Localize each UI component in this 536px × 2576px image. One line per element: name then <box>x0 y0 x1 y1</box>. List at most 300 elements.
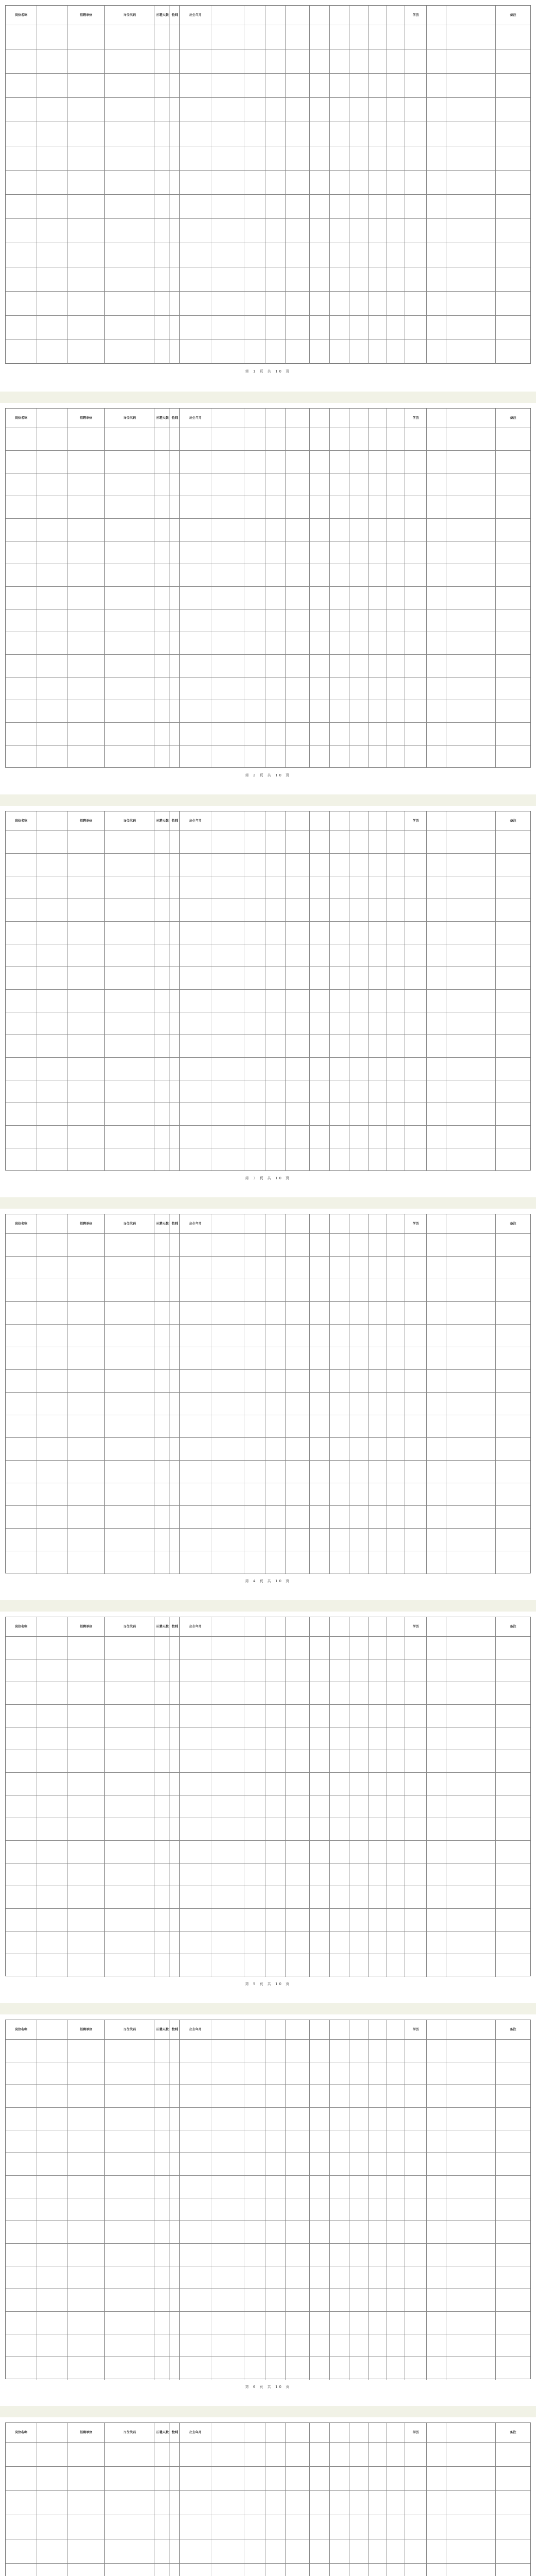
table-cell <box>349 2443 369 2466</box>
table-cell <box>68 2515 104 2539</box>
table-cell <box>6 1012 37 1035</box>
table-cell <box>387 519 405 541</box>
table-cell <box>180 1279 211 1301</box>
table-cell <box>310 340 329 364</box>
table-cell <box>446 340 496 364</box>
table-cell <box>387 25 405 49</box>
table-cell <box>349 519 369 541</box>
table-cell <box>37 1035 69 1057</box>
table-cell <box>387 2312 405 2334</box>
table-cell <box>496 2244 530 2266</box>
page-footer: 第 4 页 共 10 页 <box>245 1579 291 1583</box>
table-cell <box>349 2244 369 2266</box>
table-row <box>6 944 530 967</box>
table-cell <box>330 122 349 146</box>
table-cell <box>349 2153 369 2175</box>
table-cell <box>68 677 104 700</box>
table-cell <box>349 1126 369 1148</box>
table-cell <box>244 2491 265 2515</box>
table-cell <box>68 967 104 989</box>
table-cell <box>170 1886 180 1908</box>
table-cell <box>265 2040 285 2062</box>
table-cell <box>387 2244 405 2266</box>
table-cell <box>265 1727 285 1750</box>
data-table <box>5 408 531 768</box>
table-cell <box>496 2443 530 2466</box>
table-cell <box>496 1705 530 1727</box>
table-cell <box>170 171 180 194</box>
table-cell <box>105 967 156 989</box>
table-cell <box>286 219 310 243</box>
table-cell <box>105 1058 156 1080</box>
table-cell <box>405 1279 426 1301</box>
table-cell <box>427 2244 446 2266</box>
table-cell <box>427 195 446 218</box>
table-cell <box>265 2357 285 2380</box>
table-cell <box>310 1370 329 1392</box>
table-cell <box>265 609 285 632</box>
table-cell <box>310 1483 329 1505</box>
table-cell <box>310 496 329 518</box>
table-header-cell: 招聘单位 <box>68 1617 104 1636</box>
table-cell <box>427 1841 446 1863</box>
table-cell <box>446 1795 496 1818</box>
table-cell <box>170 2443 180 2466</box>
table-cell <box>37 655 69 677</box>
table-row <box>6 1347 530 1370</box>
table-cell <box>180 541 211 564</box>
table-cell <box>265 451 285 473</box>
table-cell <box>170 1461 180 1483</box>
table-cell <box>405 74 426 97</box>
table-header-cell <box>446 1214 496 1233</box>
table-cell <box>170 451 180 473</box>
table-cell <box>265 171 285 194</box>
table-cell <box>330 519 349 541</box>
table-cell <box>265 922 285 944</box>
table-cell <box>446 1682 496 1704</box>
table-header-cell <box>387 1214 405 1233</box>
table-header-cell: 岗位代码 <box>105 811 156 831</box>
table-cell <box>265 831 285 853</box>
table-cell <box>349 1012 369 1035</box>
table-cell <box>244 2357 265 2380</box>
table-cell <box>405 316 426 340</box>
table-cell <box>427 316 446 340</box>
table-cell <box>244 2312 265 2334</box>
table-cell <box>6 854 37 876</box>
table-cell <box>446 49 496 73</box>
table-cell <box>180 2515 211 2539</box>
table-cell <box>446 2491 496 2515</box>
table-cell <box>349 944 369 967</box>
table-cell <box>496 2266 530 2289</box>
table-cell <box>180 340 211 364</box>
table-header-cell: 岗位名称 <box>6 1617 37 1636</box>
table-cell <box>330 1148 349 1171</box>
table-cell <box>155 2357 170 2380</box>
table-cell <box>68 1461 104 1483</box>
table-cell <box>310 428 329 450</box>
table-cell <box>496 1818 530 1840</box>
table-cell <box>369 899 387 921</box>
table-cell <box>446 74 496 97</box>
table-cell <box>427 146 446 170</box>
table-cell <box>405 2515 426 2539</box>
table-cell <box>310 1461 329 1483</box>
table-header-cell <box>37 2423 69 2442</box>
table-cell <box>446 2130 496 2153</box>
table-cell <box>6 2198 37 2221</box>
table-cell <box>180 944 211 967</box>
table-cell <box>369 541 387 564</box>
table-cell <box>6 1886 37 1908</box>
table-cell <box>427 171 446 194</box>
table-cell <box>427 990 446 1012</box>
table-cell <box>330 316 349 340</box>
table-cell <box>446 967 496 989</box>
table-cell <box>6 1506 37 1528</box>
table-cell <box>6 2539 37 2563</box>
table-cell <box>244 195 265 218</box>
table-cell <box>330 2266 349 2289</box>
table-cell <box>170 1103 180 1125</box>
table-cell <box>244 1886 265 1908</box>
table-cell <box>180 1841 211 1863</box>
table-cell <box>405 496 426 518</box>
table-header-cell <box>286 409 310 428</box>
table-cell <box>6 745 37 768</box>
table-cell <box>286 1461 310 1483</box>
table-cell <box>155 1012 170 1035</box>
table-header-cell <box>349 1214 369 1233</box>
table-cell <box>387 1302 405 1324</box>
table-cell <box>68 267 104 291</box>
table-row <box>6 1506 530 1529</box>
table-cell <box>349 1773 369 1795</box>
table-cell <box>405 745 426 768</box>
table-cell <box>286 1954 310 1977</box>
table-cell <box>6 1637 37 1659</box>
table-cell <box>387 1909 405 1931</box>
table-cell <box>68 1909 104 1931</box>
table-cell <box>286 2040 310 2062</box>
data-table <box>5 1214 531 1573</box>
table-header-cell: 招聘人数 <box>155 2020 170 2039</box>
table-cell <box>496 1279 530 1301</box>
table-cell <box>155 1954 170 1977</box>
table-header-cell: 岗位名称 <box>6 811 37 831</box>
table-cell <box>446 2244 496 2266</box>
table-cell <box>155 519 170 541</box>
table-cell <box>180 2085 211 2107</box>
table-cell <box>170 1438 180 1460</box>
table-cell <box>265 2221 285 2243</box>
table-cell <box>349 1058 369 1080</box>
table-cell <box>155 723 170 745</box>
table-cell <box>155 2040 170 2062</box>
table-cell <box>170 146 180 170</box>
table-cell <box>330 2108 349 2130</box>
table-cell <box>105 316 156 340</box>
table-cell <box>37 1415 69 1437</box>
table-cell <box>330 2221 349 2243</box>
table-cell <box>105 2357 156 2380</box>
table-cell <box>446 1126 496 1148</box>
table-cell <box>170 1841 180 1863</box>
table-cell <box>446 1325 496 1347</box>
table-cell <box>155 1841 170 1863</box>
table-cell <box>170 219 180 243</box>
table-cell <box>349 564 369 586</box>
table-cell <box>330 1483 349 1505</box>
table-cell <box>265 243 285 267</box>
table-cell <box>369 316 387 340</box>
table-cell <box>369 1035 387 1057</box>
table-cell <box>496 340 530 364</box>
table-cell <box>405 1347 426 1369</box>
table-cell <box>155 473 170 496</box>
table-cell <box>387 1841 405 1863</box>
table-cell <box>446 1279 496 1301</box>
table-cell <box>446 854 496 876</box>
table-row <box>6 2539 530 2564</box>
table-cell <box>105 519 156 541</box>
table-cell <box>180 195 211 218</box>
table-cell <box>180 2334 211 2357</box>
table-cell <box>265 1909 285 1931</box>
table-cell <box>265 1529 285 1551</box>
table-cell <box>310 2357 329 2380</box>
table-header-cell <box>244 409 265 428</box>
table-header-cell <box>286 2020 310 2039</box>
table-cell <box>265 899 285 921</box>
table-cell <box>180 1659 211 1682</box>
table-header-cell: 出生年月 <box>180 1214 211 1233</box>
table-cell <box>330 922 349 944</box>
table-header-cell: 岗位代码 <box>105 2423 156 2442</box>
table-cell <box>170 632 180 654</box>
table-cell <box>446 1954 496 1977</box>
table-cell <box>244 1863 265 1886</box>
table-cell <box>265 2334 285 2357</box>
table-cell <box>68 496 104 518</box>
table-cell <box>68 146 104 170</box>
table-cell <box>286 1773 310 1795</box>
table-cell <box>37 473 69 496</box>
table-cell <box>211 2266 244 2289</box>
table-cell <box>427 967 446 989</box>
table-cell <box>286 2515 310 2539</box>
table-cell <box>180 2266 211 2289</box>
table-cell <box>349 171 369 194</box>
table-cell <box>310 1659 329 1682</box>
table-cell <box>369 1234 387 1256</box>
table-cell <box>155 2153 170 2175</box>
table-cell <box>244 587 265 609</box>
table-cell <box>369 1415 387 1437</box>
table-cell <box>211 1234 244 1256</box>
table-cell <box>496 2221 530 2243</box>
table-cell <box>155 1886 170 1908</box>
table-cell <box>211 1750 244 1772</box>
table-cell <box>180 316 211 340</box>
table-header-cell: 出生年月 <box>180 811 211 831</box>
table-cell <box>349 541 369 564</box>
table-cell <box>6 876 37 899</box>
table-header-cell <box>330 2020 349 2039</box>
table-cell <box>155 243 170 267</box>
table-cell <box>387 98 405 122</box>
table-cell <box>349 1551 369 1574</box>
table-cell <box>286 2108 310 2130</box>
table-cell <box>6 700 37 722</box>
table-cell <box>405 831 426 853</box>
table-cell <box>310 25 329 49</box>
table-header-cell <box>349 409 369 428</box>
table-cell <box>244 1659 265 1682</box>
table-cell <box>105 2153 156 2175</box>
table-cell <box>496 122 530 146</box>
table-cell <box>37 1841 69 1863</box>
table-cell <box>349 1841 369 1863</box>
table-cell <box>427 2515 446 2539</box>
table-cell <box>446 2040 496 2062</box>
table-cell <box>369 2130 387 2153</box>
table-cell <box>37 1126 69 1148</box>
table-cell <box>387 677 405 700</box>
table-cell <box>330 1863 349 1886</box>
table-cell <box>211 1795 244 1818</box>
table-cell <box>265 876 285 899</box>
table-cell <box>387 2357 405 2380</box>
table-cell <box>180 1438 211 1460</box>
table-cell <box>6 1393 37 1415</box>
table-row <box>6 1529 530 1551</box>
table-cell <box>6 899 37 921</box>
table-row <box>6 1750 530 1773</box>
table-cell <box>37 2221 69 2243</box>
table-cell <box>349 1325 369 1347</box>
table-header-cell <box>265 1617 285 1636</box>
table-cell <box>37 1103 69 1125</box>
table-cell <box>286 1659 310 1682</box>
table-row <box>6 74 530 98</box>
table-cell <box>405 219 426 243</box>
table-cell <box>211 451 244 473</box>
table-cell <box>211 2176 244 2198</box>
table-cell <box>170 243 180 267</box>
table-cell <box>6 2040 37 2062</box>
table-cell <box>155 496 170 518</box>
table-cell <box>286 1415 310 1437</box>
table-cell <box>155 1148 170 1171</box>
table-cell <box>310 723 329 745</box>
table-cell <box>446 195 496 218</box>
table-cell <box>310 2085 329 2107</box>
table-cell <box>369 2564 387 2576</box>
table-cell <box>244 122 265 146</box>
table-cell <box>68 564 104 586</box>
table-cell <box>105 2443 156 2466</box>
table-cell <box>6 1257 37 1279</box>
table-header-cell: 学历 <box>405 409 426 428</box>
table-cell <box>265 473 285 496</box>
table-cell <box>330 98 349 122</box>
table-cell <box>349 1727 369 1750</box>
page-footer: 第 6 页 共 10 页 <box>245 2385 291 2389</box>
table-cell <box>155 25 170 49</box>
table-cell <box>387 292 405 315</box>
table-cell <box>6 2062 37 2084</box>
table-cell <box>180 1863 211 1886</box>
table-cell <box>496 2491 530 2515</box>
table-cell <box>6 2085 37 2107</box>
table-header-cell <box>310 1214 329 1233</box>
table-cell <box>286 1393 310 1415</box>
table-cell <box>405 2176 426 2198</box>
table-cell <box>387 745 405 768</box>
table-cell <box>170 2176 180 2198</box>
table-cell <box>180 876 211 899</box>
table-cell <box>330 2357 349 2380</box>
table-cell <box>330 1302 349 1324</box>
table-cell <box>180 2108 211 2130</box>
table-cell <box>244 1750 265 1772</box>
table-cell <box>37 990 69 1012</box>
table-cell <box>180 609 211 632</box>
table-cell <box>6 677 37 700</box>
table-row <box>6 1370 530 1393</box>
table-cell <box>180 1795 211 1818</box>
table-cell <box>37 1438 69 1460</box>
table-row <box>6 1302 530 1325</box>
table-header-row <box>6 811 530 831</box>
table-cell <box>68 1682 104 1704</box>
table-cell <box>180 700 211 722</box>
table-cell <box>349 340 369 364</box>
table-cell <box>349 1931 369 1954</box>
table-cell <box>427 428 446 450</box>
table-cell <box>405 1483 426 1505</box>
table-cell <box>427 2221 446 2243</box>
table-cell <box>211 2312 244 2334</box>
table-cell <box>155 1750 170 1772</box>
table-cell <box>286 990 310 1012</box>
table-cell <box>387 74 405 97</box>
table-cell <box>68 2221 104 2243</box>
table-cell <box>369 1909 387 1931</box>
table-header-cell <box>37 409 69 428</box>
table-cell <box>405 292 426 315</box>
table-cell <box>211 876 244 899</box>
table-cell <box>105 25 156 49</box>
table-cell <box>369 2221 387 2243</box>
table-cell <box>244 243 265 267</box>
table-cell <box>244 1080 265 1103</box>
table-header-cell <box>427 409 446 428</box>
table-cell <box>330 2198 349 2221</box>
table-cell <box>244 25 265 49</box>
table-cell <box>427 944 446 967</box>
table-cell <box>37 2539 69 2563</box>
table-header-cell <box>211 2423 244 2442</box>
table-header-cell: 备注 <box>510 2028 516 2031</box>
table-cell <box>286 1705 310 1727</box>
table-cell <box>211 944 244 967</box>
table-header-cell: 招聘人数 <box>155 6 170 25</box>
table-cell <box>369 1148 387 1171</box>
